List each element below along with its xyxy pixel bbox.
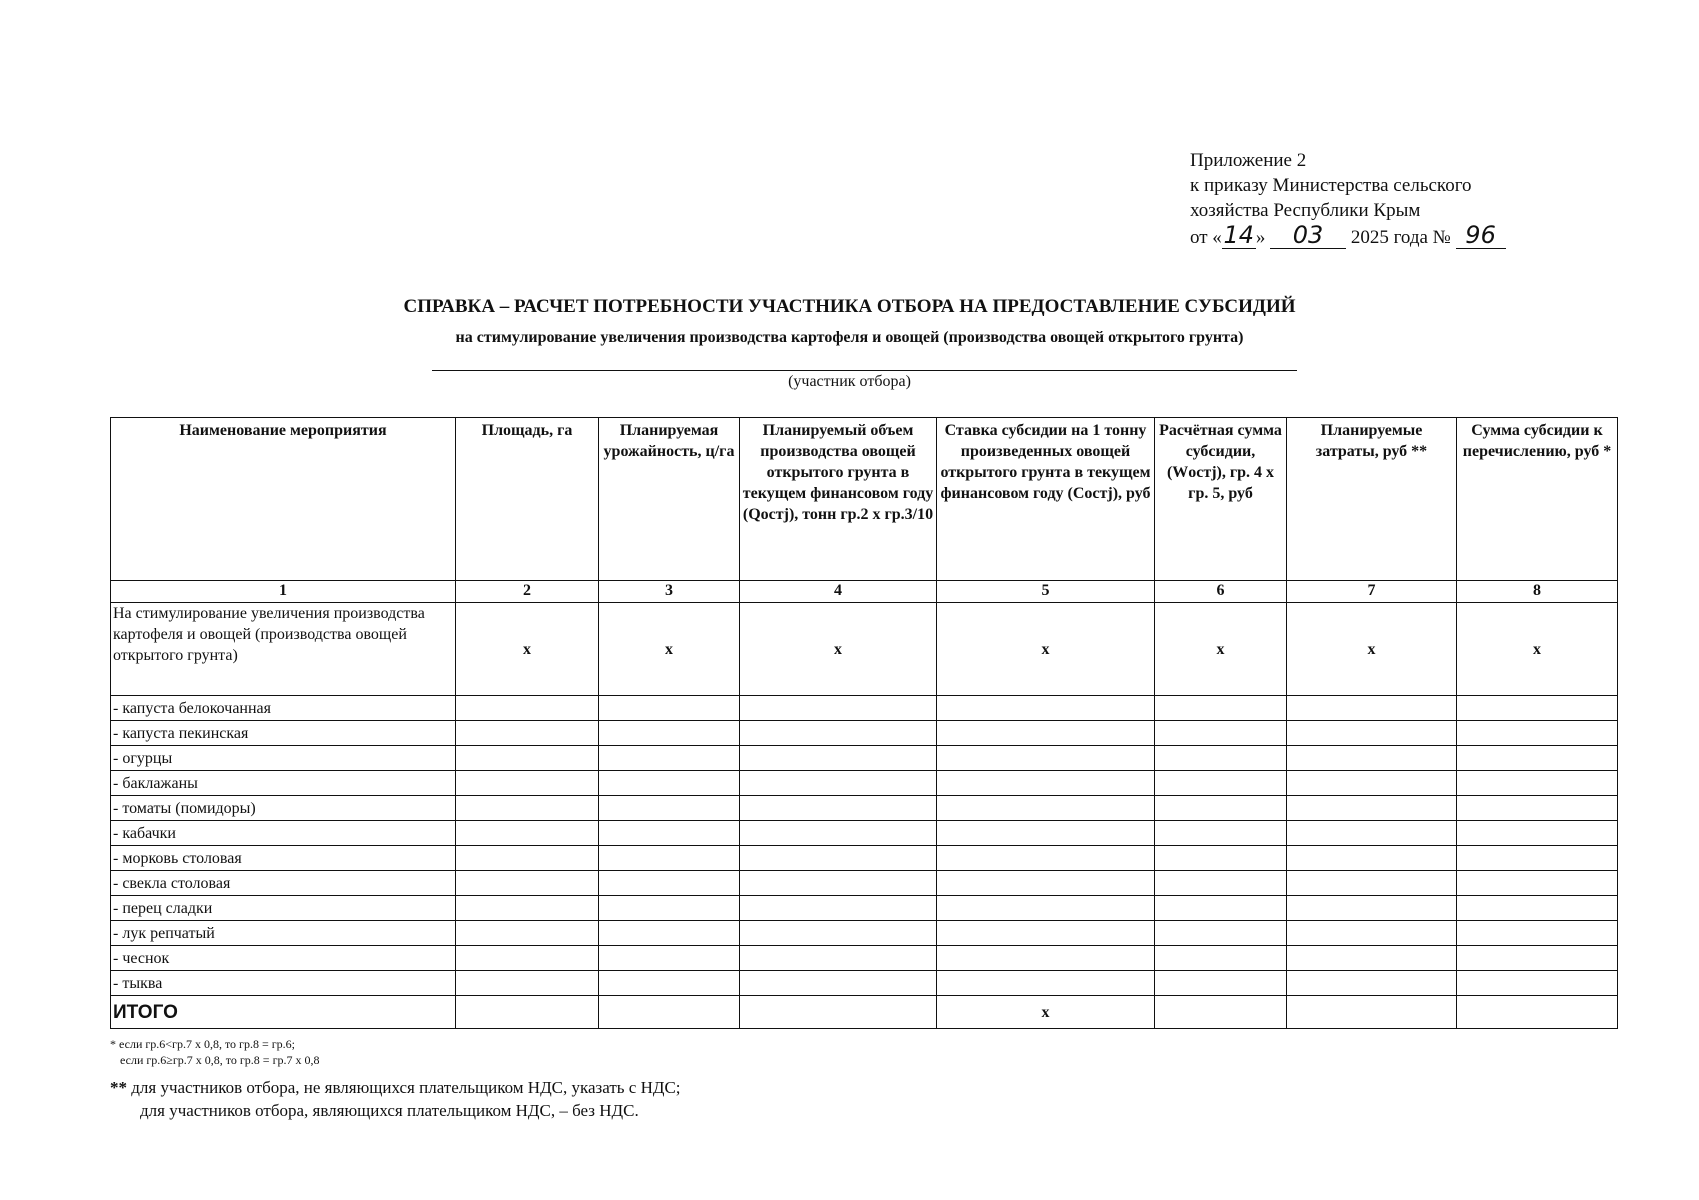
empty-cell — [937, 846, 1155, 871]
table-row — [111, 746, 1618, 771]
footnote-double-line-2: для участников отбора, являющихся плательщиком НДС, – без НДС. — [140, 1101, 639, 1120]
empty-cell — [456, 771, 599, 796]
appendix-line-2: к приказу Министерства сельского — [1190, 175, 1472, 196]
appendix-block — [1190, 148, 1506, 250]
table-row — [111, 771, 1618, 796]
empty-cell — [937, 821, 1155, 846]
empty-cell — [456, 946, 599, 971]
row-name: - тыква — [111, 971, 456, 996]
empty-cell — [456, 696, 599, 721]
empty-cell — [1457, 946, 1618, 971]
column-number-5: 5 — [937, 581, 1155, 603]
empty-cell — [456, 921, 599, 946]
row-name: - свекла столовая — [111, 871, 456, 896]
column-number-4: 4 — [740, 581, 937, 603]
empty-cell — [740, 796, 937, 821]
empty-cell — [599, 796, 740, 821]
empty-cell — [740, 746, 937, 771]
row-name: - морковь столовая — [111, 846, 456, 871]
date-month: 03 — [1270, 223, 1346, 249]
empty-cell — [456, 821, 599, 846]
empty-cell — [1287, 696, 1457, 721]
column-header-3: Планируемая урожайность, ц/га — [599, 418, 740, 581]
empty-cell — [740, 896, 937, 921]
empty-cell — [1155, 771, 1287, 796]
total-mark: x — [937, 996, 1155, 1029]
empty-cell — [1155, 996, 1287, 1029]
column-number-7: 7 — [1287, 581, 1457, 603]
empty-cell — [937, 696, 1155, 721]
empty-cell — [456, 896, 599, 921]
empty-cell — [937, 771, 1155, 796]
empty-cell — [1155, 846, 1287, 871]
empty-cell — [599, 921, 740, 946]
column-number-2: 2 — [456, 581, 599, 603]
main-row-mark: x — [937, 603, 1155, 696]
row-name: - кабачки — [111, 821, 456, 846]
empty-cell — [1287, 896, 1457, 921]
empty-cell — [456, 846, 599, 871]
document-title: СПРАВКА – РАСЧЕТ ПОТРЕБНОСТИ УЧАСТНИКА ОТБОРА НА ПРЕДОСТАВЛЕНИЕ СУБСИДИЙ — [403, 296, 1296, 317]
empty-cell — [937, 971, 1155, 996]
empty-cell — [1155, 796, 1287, 821]
participant-caption: (участник отбора) — [788, 373, 911, 390]
empty-cell — [599, 996, 740, 1029]
empty-cell — [456, 996, 599, 1029]
empty-cell — [456, 796, 599, 821]
column-header-1: Наименование мероприятия — [111, 418, 456, 581]
empty-cell — [599, 771, 740, 796]
main-row-mark: x — [1457, 603, 1618, 696]
footnote-double-text-1: для участников отбора, не являющихся плательщиком НДС, указать с НДС; — [131, 1078, 681, 1097]
empty-cell — [1287, 971, 1457, 996]
empty-cell — [599, 721, 740, 746]
empty-cell — [599, 896, 740, 921]
empty-cell — [937, 921, 1155, 946]
empty-cell — [1287, 946, 1457, 971]
main-row-name: На стимулирование увеличения производства картофеля и овощей (производства овощей открытого грунта) — [111, 603, 456, 696]
table-row — [111, 946, 1618, 971]
empty-cell — [1287, 846, 1457, 871]
empty-cell — [599, 946, 740, 971]
row-name: - огурцы — [111, 746, 456, 771]
column-header-4: Планируемый объем производства овощей открытого грунта в текущем финансовом году (Qостj), тонн гр.2 х гр.3/10 — [740, 418, 937, 581]
appendix-date-line — [1190, 223, 1506, 250]
empty-cell — [740, 721, 937, 746]
empty-cell — [599, 971, 740, 996]
empty-cell — [599, 696, 740, 721]
empty-cell — [937, 721, 1155, 746]
empty-cell — [1287, 746, 1457, 771]
row-name: - баклажаны — [111, 771, 456, 796]
row-name: - капуста белокочанная — [111, 696, 456, 721]
main-row-mark: x — [456, 603, 599, 696]
column-number-row — [111, 581, 1618, 603]
appendix-line-3: хозяйства Республики Крым — [1190, 200, 1421, 221]
column-header-2: Площадь, га — [456, 418, 599, 581]
column-number-3: 3 — [599, 581, 740, 603]
order-number: 96 — [1456, 223, 1506, 249]
empty-cell — [1457, 846, 1618, 871]
empty-cell — [937, 746, 1155, 771]
participant-underline — [432, 370, 1297, 371]
empty-cell — [599, 746, 740, 771]
row-name: - перец сладки — [111, 896, 456, 921]
empty-cell — [1457, 821, 1618, 846]
empty-cell — [1155, 721, 1287, 746]
footnote-double-star — [110, 1076, 681, 1122]
empty-cell — [1287, 821, 1457, 846]
table-row — [111, 796, 1618, 821]
empty-cell — [1457, 896, 1618, 921]
empty-cell — [1155, 921, 1287, 946]
empty-cell — [937, 871, 1155, 896]
table-row — [111, 821, 1618, 846]
empty-cell — [1457, 996, 1618, 1029]
empty-cell — [740, 921, 937, 946]
table-row-main — [111, 603, 1618, 696]
appendix-line-1: Приложение 2 — [1190, 150, 1307, 171]
document-subtitle: на стимулирование увеличения производства картофеля и овощей (производства овощей открытого грунта) — [455, 329, 1244, 346]
table-row — [111, 721, 1618, 746]
date-year: 2025 года № — [1350, 227, 1451, 248]
empty-cell — [1457, 871, 1618, 896]
empty-cell — [1287, 871, 1457, 896]
main-row-mark: x — [1155, 603, 1287, 696]
empty-cell — [740, 821, 937, 846]
empty-cell — [1457, 696, 1618, 721]
total-row — [111, 996, 1618, 1029]
column-header-5: Ставка субсидии на 1 тонну произведенных овощей открытого грунта в текущем финансовом году (Состj), руб — [937, 418, 1155, 581]
empty-cell — [456, 721, 599, 746]
column-number-1: 1 — [111, 581, 456, 603]
empty-cell — [1457, 796, 1618, 821]
row-name: - лук репчатый — [111, 921, 456, 946]
table-row — [111, 971, 1618, 996]
footnote-single-star — [110, 1036, 320, 1068]
empty-cell — [456, 971, 599, 996]
empty-cell — [740, 771, 937, 796]
empty-cell — [456, 746, 599, 771]
empty-cell — [1457, 746, 1618, 771]
empty-cell — [599, 846, 740, 871]
row-name: - капуста пекинская — [111, 721, 456, 746]
empty-cell — [1287, 721, 1457, 746]
empty-cell — [937, 796, 1155, 821]
column-number-8: 8 — [1457, 581, 1618, 603]
table-row — [111, 846, 1618, 871]
main-row-mark: x — [599, 603, 740, 696]
empty-cell — [1457, 771, 1618, 796]
column-header-7: Планируемые затраты, руб ** — [1287, 418, 1457, 581]
main-row-mark: x — [1287, 603, 1457, 696]
header-row — [111, 418, 1618, 581]
empty-cell — [1155, 821, 1287, 846]
empty-cell — [1287, 796, 1457, 821]
row-name: - томаты (помидоры) — [111, 796, 456, 821]
footnote-double-marker: ** — [110, 1078, 127, 1097]
empty-cell — [1155, 746, 1287, 771]
empty-cell — [1457, 921, 1618, 946]
date-day: 14 — [1223, 221, 1255, 249]
footnote-single-line-2: если гр.6≥гр.7 х 0,8, то гр.8 = гр.7 х 0,8 — [120, 1053, 320, 1067]
empty-cell — [1457, 971, 1618, 996]
table-row — [111, 871, 1618, 896]
table-row — [111, 896, 1618, 921]
empty-cell — [599, 871, 740, 896]
empty-cell — [740, 846, 937, 871]
total-label: ИТОГО — [111, 996, 456, 1029]
empty-cell — [1287, 921, 1457, 946]
empty-cell — [937, 946, 1155, 971]
subsidy-table — [110, 417, 1618, 1029]
column-number-6: 6 — [1155, 581, 1287, 603]
date-prefix: от « — [1190, 227, 1222, 248]
table-row — [111, 921, 1618, 946]
column-header-8: Сумма субсидии к перечислению, руб * — [1457, 418, 1618, 581]
empty-cell — [740, 946, 937, 971]
main-row-mark: x — [740, 603, 937, 696]
column-header-6: Расчётная сумма субсидии, (Wостj), гр. 4 х гр. 5, руб — [1155, 418, 1287, 581]
empty-cell — [456, 871, 599, 896]
empty-cell — [740, 696, 937, 721]
empty-cell — [599, 821, 740, 846]
empty-cell — [1287, 771, 1457, 796]
empty-cell — [740, 971, 937, 996]
empty-cell — [1155, 971, 1287, 996]
empty-cell — [1155, 946, 1287, 971]
empty-cell — [740, 871, 937, 896]
footnote-single-line-1: * если гр.6<гр.7 х 0,8, то гр.8 = гр.6; — [110, 1037, 296, 1051]
empty-cell — [1155, 871, 1287, 896]
empty-cell — [740, 996, 937, 1029]
empty-cell — [937, 896, 1155, 921]
empty-cell — [1155, 696, 1287, 721]
footnote-double-line-1 — [110, 1076, 681, 1099]
table-row — [111, 696, 1618, 721]
date-mid: » — [1255, 227, 1266, 248]
empty-cell — [1287, 996, 1457, 1029]
empty-cell — [1155, 896, 1287, 921]
empty-cell — [1457, 721, 1618, 746]
row-name: - чеснок — [111, 946, 456, 971]
